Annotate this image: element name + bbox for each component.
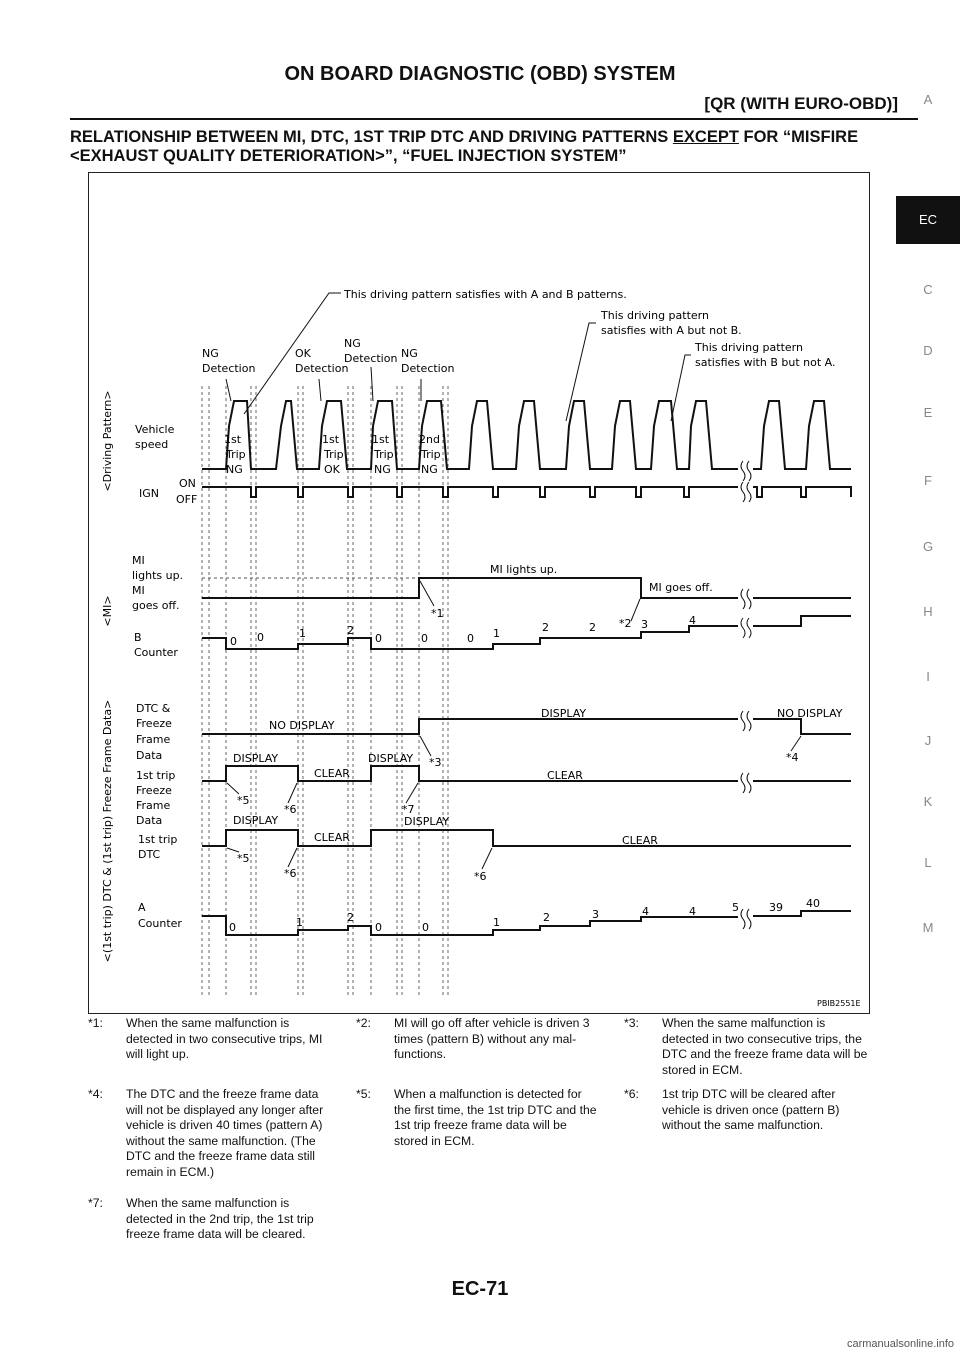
row-label-mi: MI	[132, 554, 145, 567]
marker-7-leader	[406, 783, 418, 803]
group-label-mi: <MI>	[101, 595, 114, 627]
ign-signal-end	[753, 487, 851, 497]
timing-diagram	[89, 173, 869, 1013]
header-divider	[70, 118, 918, 120]
a-counter-value: 4	[642, 905, 649, 918]
side-index-i[interactable]: I	[926, 669, 930, 684]
marker-1-leader	[420, 581, 434, 606]
side-index-c[interactable]: C	[923, 282, 933, 297]
row-label-speed: speed	[135, 438, 169, 451]
row-label-1st-trip-ff: 1st trip	[136, 769, 176, 782]
section-title: RELATIONSHIP BETWEEN MI, DTC, 1ST TRIP DTC AND DRIVING PATTERNS EXCEPT FOR “MISFIRE <EXHAUST QUALITY DETERIORATION>”, “FUEL INJECTION SYSTEM”	[70, 128, 859, 165]
marker-5b: *5	[237, 852, 250, 865]
ign-off-label: OFF	[176, 493, 198, 506]
marker-3-leader	[420, 736, 431, 756]
detection-1-line1: NG	[202, 347, 219, 360]
marker-3: *3	[429, 756, 442, 769]
trip-4-label-l2: Trip	[421, 448, 441, 461]
row-label-data: Data	[136, 749, 163, 762]
ign-signal	[202, 487, 738, 497]
b-counter-value: 0	[467, 632, 474, 645]
callout-a-not-b-line2: satisfies with A but not B.	[601, 324, 742, 337]
b-counter-value: 0	[230, 635, 237, 648]
group-label-dtc-freeze-frame: <(1st trip) DTC & (1st trip) Freeze Frame Data>	[101, 699, 114, 963]
b-counter-value: 1	[493, 627, 500, 640]
side-index-m[interactable]: M	[922, 920, 934, 935]
row-label-b: B	[134, 631, 142, 644]
row-label-mi-2: MI	[132, 584, 145, 597]
dtc-clear-label-trip-2: CLEAR	[622, 834, 658, 847]
watermark: carmanualsonline.info	[846, 1338, 954, 1350]
side-index-a[interactable]: A	[923, 92, 933, 107]
ff-display-label: DISPLAY	[233, 752, 279, 765]
a-counter-value: 5	[732, 901, 739, 914]
a-counter-signal	[202, 916, 738, 935]
row-label-freeze: Freeze	[136, 717, 172, 730]
row-label-1st-trip-dtc: 1st trip	[138, 833, 178, 846]
row-label-mi-lights-up: lights up.	[132, 569, 184, 582]
ff-clear-label: CLEAR	[314, 767, 350, 780]
b-counter-value: 0	[257, 631, 264, 644]
ff-clear-label-2: CLEAR	[547, 769, 583, 782]
trip-3-label-l2: Trip	[374, 448, 394, 461]
vehicle-speed-signal-end	[753, 401, 851, 469]
side-index-d[interactable]: D	[923, 343, 933, 358]
row-label-ff-freeze: Freeze	[136, 784, 172, 797]
row-label-dtc-2: DTC	[138, 848, 161, 861]
a-counter-signal-end	[753, 911, 851, 916]
detection-3-line2: Detection	[344, 352, 398, 365]
dtc-display-label-trip-2: DISPLAY	[404, 815, 450, 828]
b-counter-value: 2	[589, 621, 596, 634]
trip-2-label-l1: 1st	[322, 433, 340, 446]
side-index-ec-tab[interactable]: EC	[896, 196, 960, 244]
a-counter-value: 0	[375, 921, 382, 934]
marker-4: *4	[786, 751, 799, 764]
trip-4-label-l3: NG	[421, 463, 438, 476]
row-label-vehicle: Vehicle	[135, 423, 175, 436]
1st-trip-freeze-frame-signal	[202, 766, 738, 781]
trip-3-label-l1: 1st	[372, 433, 390, 446]
row-label-ff-data: Data	[136, 814, 163, 827]
a-counter-value: 2	[347, 911, 354, 924]
dtc-no-display-label-2: NO DISPLAY	[777, 707, 843, 720]
marker-2-leader	[631, 599, 640, 621]
mi-goes-off-label: MI goes off.	[649, 581, 713, 594]
side-index-f[interactable]: F	[924, 473, 932, 488]
trip-boundary-lines	[202, 386, 448, 996]
dtc-freeze-frame-signal-end	[753, 719, 851, 734]
page-header-subtitle: [QR (WITH EURO-OBD)]	[704, 94, 898, 113]
trip-1-label-l1: 1st	[224, 433, 242, 446]
trip-1-label-l2: Trip	[226, 448, 246, 461]
group-label-driving-pattern: <Driving Pattern>	[101, 390, 114, 492]
side-index-g[interactable]: G	[922, 539, 934, 554]
time-break-icons	[741, 461, 751, 929]
a-counter-value: 0	[422, 921, 429, 934]
1st-trip-dtc-signal	[202, 830, 851, 846]
marker-5-leader	[227, 783, 239, 794]
trip-3-label-l3: NG	[374, 463, 391, 476]
a-counter-value: 3	[592, 908, 599, 921]
marker-2: *2	[619, 617, 632, 630]
mi-lights-up-label: MI lights up.	[490, 563, 558, 576]
trip-1-label-l3: NG	[226, 463, 243, 476]
ign-on-label: ON	[179, 477, 196, 490]
marker-7: *7	[402, 803, 415, 816]
trip-4-label-l1: 2nd	[419, 433, 440, 446]
trip-2-label-l2: Trip	[324, 448, 344, 461]
callout-ab: This driving pattern satisfies with A and B patterns.	[344, 288, 627, 301]
page-number: EC-71	[451, 1278, 509, 1300]
a-counter-value: 39	[769, 901, 783, 914]
b-counter-value: 2	[347, 624, 354, 637]
dtc-clear-label-trip: CLEAR	[314, 831, 350, 844]
a-counter-value: 40	[806, 897, 820, 910]
side-index-e[interactable]: E	[923, 405, 933, 420]
side-index-h[interactable]: H	[923, 604, 933, 619]
dtc-display-label: DISPLAY	[541, 707, 587, 720]
row-label-ff-frame: Frame	[136, 799, 171, 812]
b-counter-value: 1	[299, 627, 306, 640]
marker-6b-leader	[288, 848, 297, 867]
figure-code: PBIB2551E	[817, 999, 861, 1008]
detection-1-line2: Detection	[202, 362, 256, 375]
row-label-mi-goes-off: goes off.	[132, 599, 180, 612]
row-label-ign: IGN	[139, 487, 159, 500]
timing-diagram-figure	[88, 172, 870, 1014]
b-counter-value: 0	[421, 632, 428, 645]
detection-3-line1: NG	[344, 337, 361, 350]
a-counter-value: 2	[543, 911, 550, 924]
row-label-frame: Frame	[136, 733, 171, 746]
row-label-a: A	[138, 901, 146, 914]
callout-b-not-a-line1: This driving pattern	[695, 341, 803, 354]
marker-1: *1	[431, 607, 444, 620]
callout-a-not-b-line1: This driving pattern	[601, 309, 709, 322]
marker-6: *6	[284, 803, 297, 816]
detection-4-line2: Detection	[401, 362, 455, 375]
b-counter-signal-end	[753, 616, 851, 626]
detection-4-line1: NG	[401, 347, 418, 360]
row-label-dtc: DTC &	[136, 702, 171, 715]
marker-6c: *6	[474, 870, 487, 883]
detection-2-line2: Detection	[295, 362, 349, 375]
a-counter-value: 4	[689, 905, 696, 918]
b-counter-value: 4	[689, 614, 696, 627]
marker-6-leader	[288, 783, 297, 803]
vehicle-speed-signal	[202, 401, 738, 469]
trip-2-label-l3: OK	[324, 463, 340, 476]
side-index-l[interactable]: L	[924, 855, 932, 870]
detection-2-line1: OK	[295, 347, 311, 360]
marker-5: *5	[237, 794, 250, 807]
a-counter-value: 1	[296, 916, 303, 929]
a-counter-value: 1	[493, 916, 500, 929]
row-label-a-counter: Counter	[138, 917, 182, 930]
dtc-display-label-trip: DISPLAY	[233, 814, 279, 827]
ff-display-label-2: DISPLAY	[368, 752, 414, 765]
row-label-b-counter: Counter	[134, 646, 178, 659]
side-index-k[interactable]: K	[923, 794, 933, 809]
marker-5b-leader	[227, 848, 239, 852]
b-counter-value: 2	[542, 621, 549, 634]
marker-6b: *6	[284, 867, 297, 880]
marker-4-leader	[791, 736, 801, 751]
dtc-no-display-label: NO DISPLAY	[269, 719, 335, 732]
marker-6c-leader	[482, 848, 492, 869]
b-counter-value: 0	[375, 632, 382, 645]
side-index-j[interactable]: J	[924, 733, 932, 748]
page-header-title: ON BOARD DIAGNOSTIC (OBD) SYSTEM	[284, 63, 676, 85]
a-counter-value: 0	[229, 921, 236, 934]
callout-b-not-a-line2: satisfies with B but not A.	[695, 356, 836, 369]
b-counter-value: 3	[641, 618, 648, 631]
